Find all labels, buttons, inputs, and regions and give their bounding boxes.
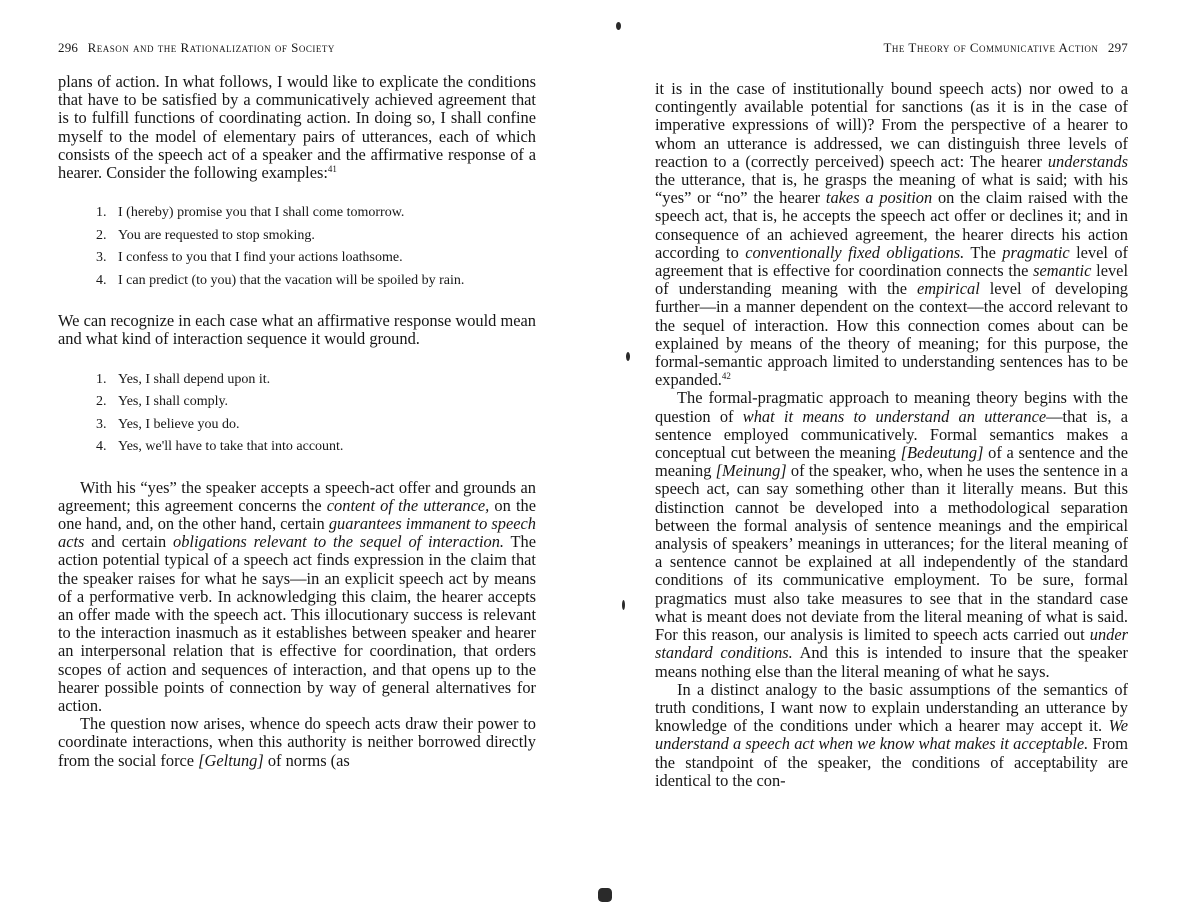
- gutter-speck: [598, 888, 612, 902]
- left-page: [58, 0, 536, 908]
- right-running-head: [655, 40, 1128, 56]
- affirmative-responses: [58, 369, 536, 459]
- gutter-speck: [626, 352, 630, 361]
- right-page-number: 297: [1107, 40, 1128, 55]
- left-paragraph-3: With his “yes” the speaker accepts a speech-act offer and grounds an agreement; this agreement concerns the content of the utterance, on the one hand, and, on the other hand, certain guarantees immanent to speech acts and certain obligations relevant to the sequel of interaction. The action potential typical of a speech act finds expression in the claim that the speaker raises for what he says—in an explicit speech act by means of a performative verb. In acknowledging this claim, the hearer accepts an offer made with the speech act. This illocutionary success is relevant to the interaction inasmuch as it establishes between speaker and hearer an interpersonal relation that is effective for coordination, that orders scopes of action and sequences of interaction, and that opens up to the hearer possible points of connection by way of general alternatives for action.: [58, 477, 536, 716]
- example-item: 1. I (hereby) promise you that I shall come tomorrow.: [96, 205, 405, 221]
- response-item: 1. Yes, I shall depend upon it.: [96, 371, 271, 387]
- example-item: 4. I can predict (to you) that the vacation will be spoiled by rain.: [96, 272, 465, 288]
- left-body-text: [58, 73, 536, 770]
- left-page-number: 296: [58, 40, 79, 55]
- left-paragraph-1: plans of action. In what follows, I would like to explicate the conditions that have to be satisfied by a communicatively achieved agreement that is to fulfill functions of coordinating action. In doing so, I shall confine myself to the model of elementary pairs of utterances, each of which consists of the speech act of a speaker and the affirmative response of a hearer. Consider the following examples:$^{41}$: [58, 72, 536, 183]
- example-item: 2. You are requested to stop smoking.: [96, 227, 315, 243]
- response-item: 4. Yes, we'll have to take that into account.: [96, 439, 344, 455]
- speech-act-examples: [58, 202, 536, 292]
- left-running-title: Reason and the Rationalization of Society: [87, 40, 335, 55]
- footnote-ref-42: 42: [721, 371, 731, 382]
- left-running-head: [58, 40, 536, 56]
- right-paragraph-1: it is in the case of institutionally bound speech acts) nor owed to a contingently available potential for sanctions (as it is in the case of imperative expressions of will)? From the perspective of a hearer to whom an utterance is addressed, we can distinguish three levels of reaction to a (correctly perceived) speech act: The hearer understands the utterance, that is, he grasps the meaning of what is said; with his “yes” or “no” the hearer takes a position on the claim raised with the speech act, that is, he accepts the speech act offer or declines it; and in consequence of an achieved agreement, the hearer directs his action according to conventionally fixed obligations. The pragmatic level of agreement that is effective for coordination connects the semantic level of understanding meaning with the empirical level of developing further—in a manner dependent on the context—the accord relevant to the sequel of interaction. How this connection comes about can be explained by means of the theory of meaning; for this purpose, the formal-semantic approach limited to understanding sentences has to be expanded.$^{42}$: [655, 79, 1128, 390]
- response-item: 3. Yes, I believe you do.: [96, 416, 240, 432]
- example-item: 3. I confess to you that I find your actions loathsome.: [96, 250, 403, 266]
- right-page: [655, 0, 1128, 908]
- right-running-title: The Theory of Communicative Action: [883, 40, 1099, 55]
- right-paragraph-3: In a distinct analogy to the basic assumptions of the semantics of truth conditions, I want now to explain understanding an utterance by knowledge of the conditions under which a hearer may accept it. We understand a speech act when we know what makes it acceptable. From the standpoint of the speaker, the conditions of acceptability are identical to the con-: [655, 679, 1128, 790]
- gutter-speck: [616, 22, 621, 30]
- right-body-text: [655, 80, 1128, 790]
- gutter-speck: [622, 600, 625, 610]
- left-paragraph-4: The question now arises, whence do speech acts draw their power to coordinate interactions, when this authority is neither borrowed directly from the social force [Geltung] of norms (as: [58, 714, 536, 770]
- left-paragraph-2: We can recognize in each case what an affirmative response would mean and what kind of interaction sequence it would ground.: [58, 311, 536, 349]
- right-paragraph-2: The formal-pragmatic approach to meaning theory begins with the question of what it means to understand an utterance—that is, a sentence employed communicatively. Formal semantics makes a conceptual cut between the meaning [Bedeutung] of a sentence and the meaning [Meinung] of the speaker, who, when he uses the sentence in a speech act, can say something other than it literally means. But this distinction cannot be developed into a methodological separation between the formal analysis of sentence meanings and the empirical analysis of speakers’ meanings in utterances; for the literal meaning of a sentence cannot be explained at all independently of the standard conditions of its communicative employment. To be sure, formal pragmatics must also take measures to see that in the standard case what is meant does not deviate from the literal meaning of what is said. For this reason, our analysis is limited to speech acts carried out under standard conditions. And this is intended to insure that the speaker means nothing else than the literal meaning of what he says.: [655, 388, 1128, 681]
- footnote-ref-41: 41: [327, 164, 337, 175]
- response-item: 2. Yes, I shall comply.: [96, 394, 229, 410]
